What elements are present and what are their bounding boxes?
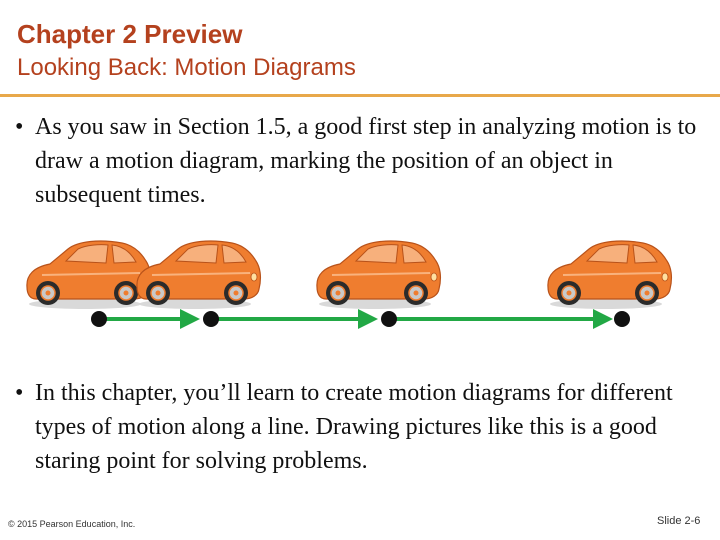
position-dot bbox=[381, 311, 397, 327]
car-icon bbox=[137, 241, 261, 309]
header-divider bbox=[0, 94, 720, 97]
bullet-item-1 bbox=[15, 110, 705, 212]
velocity-arrow bbox=[99, 309, 200, 329]
motion-diagram bbox=[0, 225, 720, 340]
position-dot bbox=[614, 311, 630, 327]
bullet-text: In this chapter, you’ll learn to create motion diagrams for different types of motion along a line. Drawing pictures like this is a good staring point for solving problems. bbox=[35, 380, 673, 474]
position-dot bbox=[203, 311, 219, 327]
bullet-text: As you saw in Section 1.5, a good first step in analyzing motion is to draw a motion diagram, marking the position of an object in subsequent times. bbox=[35, 114, 697, 208]
bullet-marker: • bbox=[15, 114, 24, 140]
slide-number: Slide 2-6 bbox=[657, 515, 701, 527]
slide-subtitle: Looking Back: Motion Diagrams bbox=[17, 54, 356, 81]
velocity-arrow bbox=[211, 309, 378, 329]
slide-title: Chapter 2 Preview bbox=[17, 19, 243, 49]
copyright-notice: © 2015 Pearson Education, Inc. bbox=[8, 519, 136, 529]
car-icon bbox=[317, 241, 441, 309]
bullet-item-2 bbox=[15, 376, 705, 478]
position-dot bbox=[91, 311, 107, 327]
car-icon bbox=[27, 241, 151, 309]
bullet-marker: • bbox=[15, 380, 24, 406]
car-icon bbox=[548, 241, 672, 309]
velocity-arrow bbox=[389, 309, 613, 329]
